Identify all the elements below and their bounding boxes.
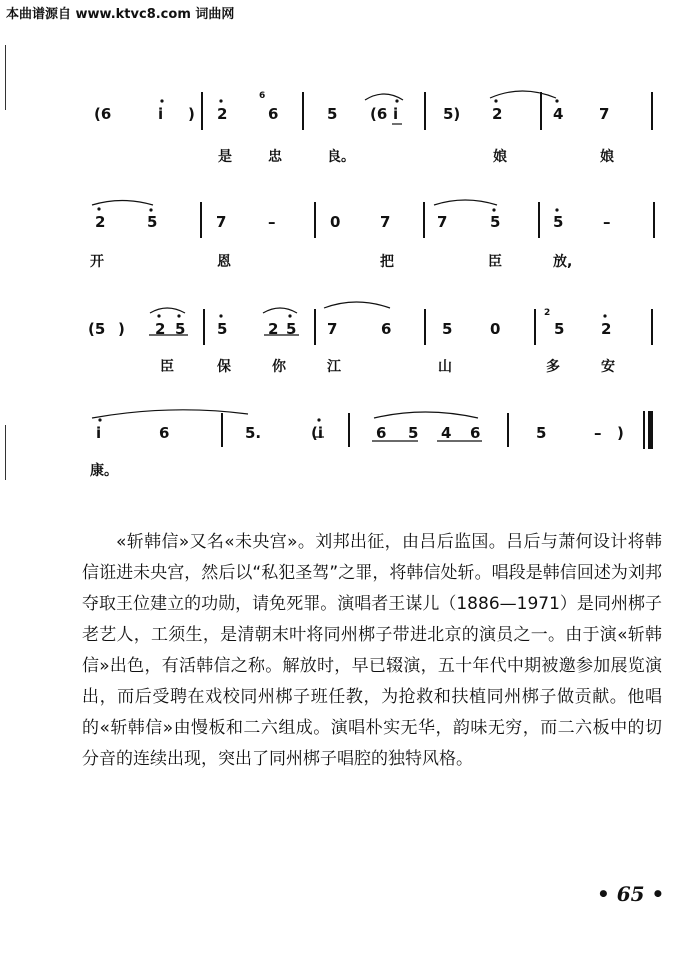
lyric: 臣 xyxy=(488,254,502,270)
note: 5 xyxy=(147,213,158,231)
note: ) xyxy=(617,424,624,442)
octave-dot xyxy=(160,99,163,102)
note: 5 xyxy=(490,213,501,231)
slur xyxy=(92,410,248,418)
lyric: 你 xyxy=(272,359,286,375)
note: 2 xyxy=(492,105,503,123)
slur xyxy=(263,308,297,313)
octave-dot xyxy=(317,418,320,421)
note: 7 xyxy=(327,320,338,338)
note: 6 xyxy=(381,320,392,338)
octave-dot xyxy=(492,208,495,211)
slur xyxy=(150,308,185,313)
note: 6 xyxy=(470,424,481,442)
lyric: 是 xyxy=(218,149,232,165)
slur xyxy=(365,94,403,100)
lyric: 开 xyxy=(90,254,104,270)
note: i xyxy=(96,424,102,442)
note: 5 xyxy=(286,320,297,338)
note: 7 xyxy=(437,213,448,231)
lyric: 安 xyxy=(601,359,615,375)
lyric: 娘 xyxy=(493,149,507,165)
note: 2 xyxy=(217,105,228,123)
note: 5 xyxy=(554,320,565,338)
lyric: 娘 xyxy=(600,149,614,165)
note: 5 xyxy=(327,105,338,123)
octave-dot xyxy=(157,314,160,317)
note: 0 xyxy=(490,320,501,338)
lyric: 江 xyxy=(327,359,341,375)
lyric: 忠 xyxy=(268,149,282,165)
slur xyxy=(92,201,153,206)
note: (6 xyxy=(94,105,112,123)
note: 7 xyxy=(380,213,391,231)
note: (5 xyxy=(88,320,106,338)
lyric: 恩 xyxy=(217,254,231,270)
lyric: 保 xyxy=(217,359,231,375)
note: (6 xyxy=(370,105,388,123)
source-header: 本曲谱源自 www.ktvc8.com 词曲网 xyxy=(6,7,235,22)
note: 5 xyxy=(553,213,564,231)
page-number: • 65 • xyxy=(597,882,665,906)
note: ) xyxy=(118,320,125,338)
note: 7 xyxy=(599,105,610,123)
note: (i xyxy=(311,424,323,442)
note: 5) xyxy=(443,105,461,123)
note: 4 xyxy=(441,424,452,442)
slur xyxy=(490,91,556,98)
lyric: 山 xyxy=(438,359,452,375)
note: 6 xyxy=(268,105,279,123)
octave-dot xyxy=(555,99,558,102)
octave-dot xyxy=(288,314,291,317)
note: 5 xyxy=(442,320,453,338)
dash: – xyxy=(603,213,611,231)
octave-dot xyxy=(603,314,606,317)
description-paragraph: «斩韩信»又名«未央宫»。刘邦出征，由吕后监国。吕后与萧何设计将韩信诳进未央宫，然后以“私犯圣驾”之罪，将韩信处斩。唱段是韩信回述为刘邦夺取王位建立的功勋，请免死罪。演唱者王谋儿（1886—1971）是同州梆子老艺人，工须生，是清朝末叶将同州梆子带进北京的演员之一。由于演«斩韩信»出色，有活韩信之称。解放时，早已辍演，五十年代中期被邀参加展览演出，而后受聘在戏校同州梆子班任教，为抢救和扶植同州梆子做贡献。他唱的«斩韩信»由慢板和二六组成。演唱朴实无华，韵味无穷，而二六板中的切分音的连续出现，突出了同州梆子唱腔的独特风格。 xyxy=(82,532,662,769)
note: 5 xyxy=(536,424,547,442)
octave-dot xyxy=(97,207,100,210)
lyric: 良。 xyxy=(327,149,355,165)
dash: – xyxy=(594,424,602,442)
note: 5 xyxy=(175,320,186,338)
lyric: 放, xyxy=(553,254,573,270)
note: ) xyxy=(188,105,195,123)
note: 0 xyxy=(330,213,341,231)
note: 5 xyxy=(408,424,419,442)
note: i xyxy=(393,105,399,123)
note: 6 xyxy=(376,424,387,442)
octave-dot xyxy=(494,99,497,102)
lyric: 臣 xyxy=(160,359,174,375)
octave-dot xyxy=(219,314,222,317)
dash: – xyxy=(268,213,276,231)
note: 2 xyxy=(155,320,166,338)
octave-dot xyxy=(177,314,180,317)
note: 7 xyxy=(216,213,227,231)
description xyxy=(82,527,662,775)
slur xyxy=(324,302,390,308)
note: 4 xyxy=(553,105,564,123)
grace-note: 6 xyxy=(259,91,266,101)
octave-dot xyxy=(219,99,222,102)
octave-dot xyxy=(395,99,398,102)
lyric: 多 xyxy=(546,359,560,375)
note: 2 xyxy=(268,320,279,338)
octave-dot xyxy=(98,418,101,421)
note: 5. xyxy=(245,424,262,442)
lyric: 康。 xyxy=(90,463,118,479)
note: 2 xyxy=(95,213,106,231)
note: 6 xyxy=(159,424,170,442)
slur xyxy=(434,200,497,205)
octave-dot xyxy=(555,208,558,211)
note: i xyxy=(158,105,164,123)
note: 2 xyxy=(601,320,612,338)
grace-note: 2 xyxy=(544,308,551,318)
note: 5 xyxy=(217,320,228,338)
octave-dot xyxy=(149,208,152,211)
slur xyxy=(374,412,478,418)
lyric: 把 xyxy=(380,254,394,270)
